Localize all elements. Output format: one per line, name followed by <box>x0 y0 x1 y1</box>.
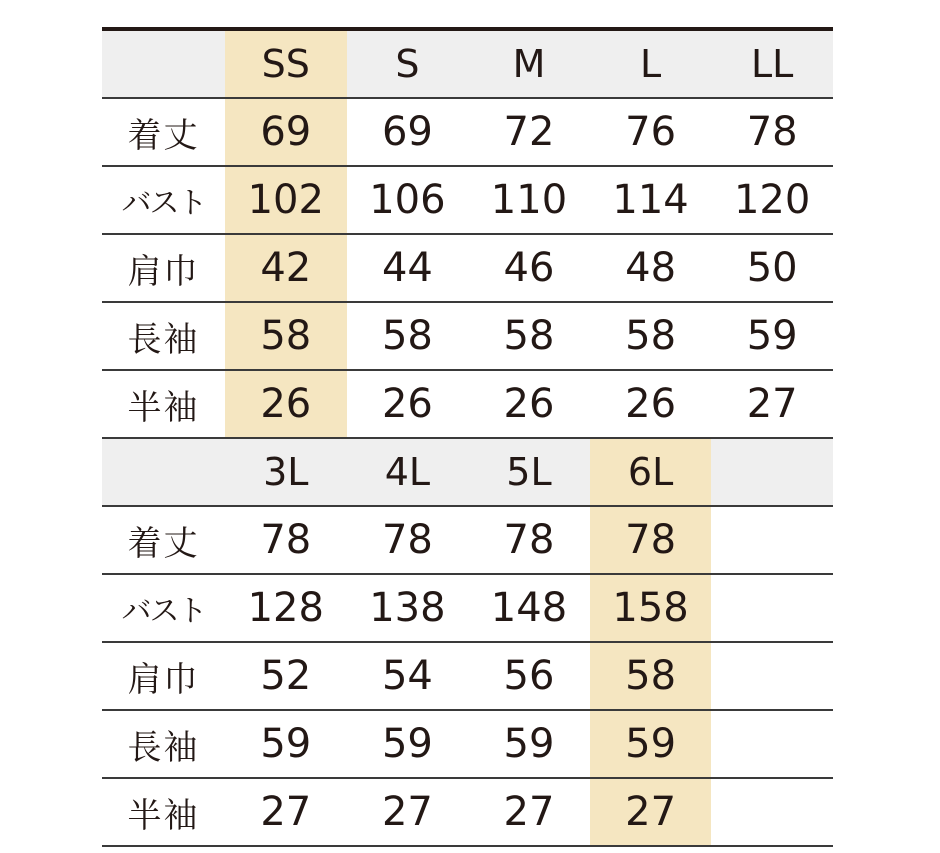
measurement-label: 半袖 <box>127 795 200 836</box>
measurement-value: 148 <box>490 585 568 631</box>
measurement-value: 42 <box>225 235 347 301</box>
measurement-value: 27 <box>590 779 712 845</box>
header-corner <box>102 31 225 97</box>
measurement-value: 58 <box>503 313 555 359</box>
measurement-value: 69 <box>381 109 433 155</box>
size-chart <box>102 27 833 847</box>
measurement-value: 59 <box>746 313 798 359</box>
measurement-label: 長袖 <box>127 727 200 768</box>
measurement-value: 78 <box>260 517 312 563</box>
measurement-label: 肩巾 <box>127 659 200 700</box>
size-header: LL <box>751 42 794 86</box>
header-corner <box>102 439 225 505</box>
measurement-value: 56 <box>503 653 555 699</box>
measurement-value: 102 <box>225 167 347 233</box>
size-header: 3L <box>263 450 309 494</box>
measurement-value: 52 <box>260 653 312 699</box>
measurement-value: 110 <box>490 177 568 223</box>
measurement-value: 46 <box>503 245 555 291</box>
measurement-value: 44 <box>381 245 433 291</box>
measurement-value: 69 <box>225 99 347 165</box>
measurement-value: 76 <box>625 109 677 155</box>
size-header: 6L <box>590 439 712 505</box>
measurement-row-short-sleeve <box>102 371 833 437</box>
measurement-value <box>711 711 833 777</box>
size-header: SS <box>225 31 347 97</box>
measurement-row-length <box>102 99 833 165</box>
size-header: S <box>395 42 420 86</box>
measurement-value: 27 <box>503 789 555 835</box>
measurement-value: 114 <box>612 177 689 223</box>
size-header: 5L <box>506 450 552 494</box>
measurement-value: 158 <box>590 575 712 641</box>
measurement-value: 59 <box>503 721 555 767</box>
measurement-row-shoulder <box>102 235 833 301</box>
size-header-row <box>102 31 833 97</box>
measurement-value: 58 <box>225 303 347 369</box>
measurement-value: 27 <box>260 789 312 835</box>
measurement-value: 50 <box>746 245 798 291</box>
measurement-value: 27 <box>746 381 798 427</box>
measurement-value <box>711 507 833 573</box>
measurement-row-long-sleeve <box>102 303 833 369</box>
measurement-value: 78 <box>381 517 433 563</box>
size-header: 4L <box>384 450 431 494</box>
measurement-value: 48 <box>625 245 677 291</box>
measurement-value: 27 <box>381 789 433 835</box>
measurement-value: 59 <box>260 721 312 767</box>
measurement-label: 着丈 <box>127 115 200 156</box>
measurement-value: 26 <box>381 381 433 427</box>
measurement-value: 59 <box>381 721 433 767</box>
measurement-value: 58 <box>590 643 712 709</box>
measurement-label: 半袖 <box>127 387 200 428</box>
measurement-value: 26 <box>225 371 347 437</box>
size-header <box>711 439 833 505</box>
bottom-border <box>102 845 833 847</box>
measurement-label: バスト <box>121 186 206 221</box>
measurement-value: 58 <box>381 313 433 359</box>
measurement-row-bust <box>102 167 833 233</box>
measurement-label: バスト <box>121 594 206 629</box>
measurement-value: 120 <box>733 177 811 223</box>
measurement-row-long-sleeve <box>102 711 833 777</box>
measurement-value: 106 <box>369 177 446 223</box>
size-header: L <box>639 42 662 86</box>
size-header: M <box>512 42 546 86</box>
measurement-value: 78 <box>503 517 555 563</box>
measurement-value: 72 <box>503 109 555 155</box>
measurement-row-bust <box>102 575 833 641</box>
measurement-value <box>711 643 833 709</box>
measurement-value <box>711 575 833 641</box>
measurement-value: 78 <box>746 109 798 155</box>
measurement-label: 着丈 <box>127 523 200 564</box>
measurement-value <box>711 779 833 845</box>
measurement-label: 肩巾 <box>127 251 200 292</box>
measurement-value: 128 <box>247 585 324 631</box>
measurement-value: 59 <box>590 711 712 777</box>
measurement-row-length <box>102 507 833 573</box>
measurement-row-short-sleeve <box>102 779 833 845</box>
measurement-value: 26 <box>625 381 677 427</box>
measurement-value: 26 <box>503 381 555 427</box>
measurement-label: 長袖 <box>127 319 200 360</box>
measurement-value: 54 <box>381 653 433 699</box>
measurement-row-shoulder <box>102 643 833 709</box>
measurement-value: 58 <box>625 313 677 359</box>
measurement-value: 78 <box>590 507 712 573</box>
measurement-value: 138 <box>369 585 446 631</box>
size-header-row <box>102 439 833 505</box>
